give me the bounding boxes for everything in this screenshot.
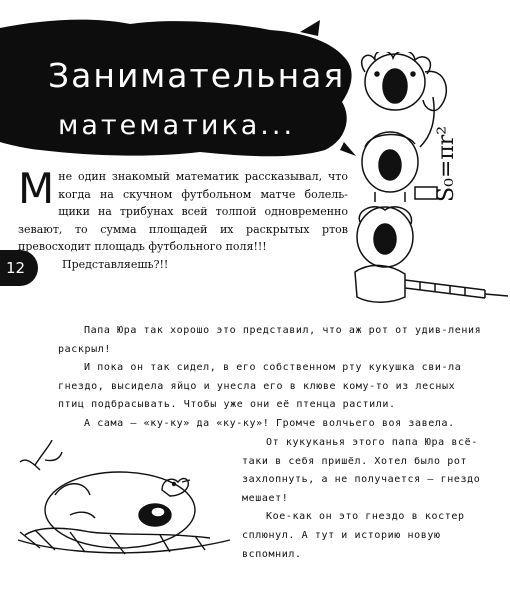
page-number: 12: [6, 259, 26, 277]
intro-paragraph: [18, 164, 348, 273]
yawning-fans-illustration: [345, 52, 510, 312]
intro-text: не один знакомый математик рассказывал, что когда на скучном футбольном матче болель-щики на трибунах всей толпой одновременно зевают, то сумма площадей их раскрытых ртов превосходит площадь футбольного поля!!!: [18, 170, 348, 253]
title-line-1: Занимательная: [48, 56, 346, 95]
nest-drawing: [10, 440, 235, 585]
intro-question: Представляешь?!!: [62, 257, 169, 271]
nest-illustration: [10, 440, 235, 585]
story-right: [242, 434, 487, 564]
drop-cap: М: [18, 164, 55, 213]
story-paragraph: От кукуканья этого папа Юра всё-таки в себя пришёл. Хотел было рот захлопнуть, а не получается – гнездо мешает!: [242, 437, 481, 504]
yawning-fans-drawing: [345, 52, 510, 312]
title-line-2: математика...: [58, 110, 296, 141]
story-paragraph: Папа Юра так хорошо это представил, что аж рот от удив-ления раскрыл!: [58, 325, 482, 355]
story-paragraph: И пока он так сидел, в его собственном рту кукушка сви-ла гнездо, высидела яйцо и унесла его в клюве кому-то из лесных птиц подбрасывать. Чтобы уже они её птенца растили.: [58, 362, 462, 411]
story-paragraph: Кое-как он это гнездо в костер сплюнул. А тут и историю новую вспомнил.: [242, 511, 465, 560]
story-top: [58, 322, 483, 434]
story-paragraph: А сама – «ку-ку» да «ку-ку»! Громче волчьего воя завела.: [84, 417, 455, 429]
area-formula: S₀=πr²: [434, 125, 459, 202]
title-ink-blob: [0, 10, 360, 160]
